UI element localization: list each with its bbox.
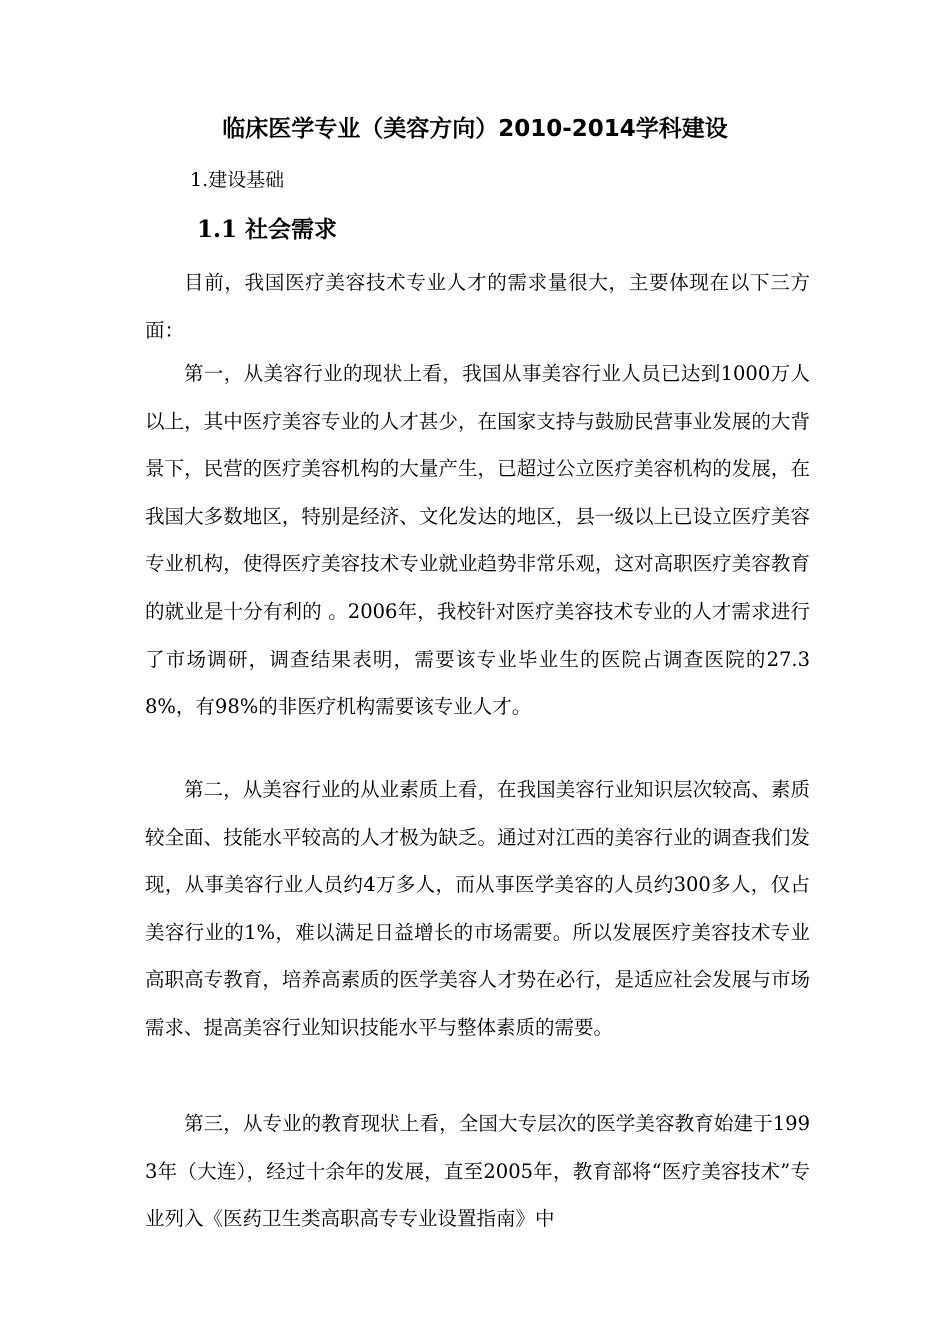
document-title: 临床医学专业（美容方向）2010-2014学科建设 (222, 116, 728, 142)
paragraph-first: 第一，从美容行业的现状上看，我国从事美容行业人员已达到1000万人以上，其中医疗美容专业的人才甚少，在国家支持与鼓励民营事业发展的大背景下，民营的医疗美容机构的大量产生，已超过公立医疗美容机构的发展，在我国大多数地区，特别是经济、文化发达的地区，县一级以上已设立医疗美容专业机构，使得医疗美容技术专业就业趋势非常乐观，这对高职医疗美容教育的就业是十分有利的 。2006年，我校针对医疗美容技术专业的人才需求进行了市场调研，调查结果表明，需要该专业毕业生的医院占调查医院的27.38%，有98%的非医疗机构需要该专业人才。 (145, 362, 810, 719)
paragraph-intro: 目前，我国医疗美容技术专业人才的需求量很大，主要体现在以下三方面： (145, 271, 810, 342)
subsection-heading: 1.1 社会需求 (197, 216, 338, 243)
paragraph-second: 第二，从美容行业的从业素质上看，在我国美容行业知识层次较高、素质较全面、技能水平较高的人才极为缺乏。通过对江西的美容行业的调查我们发现，从事美容行业人员约4万多人，而从事医学美容的人员约300多人，仅占美容行业的1%，难以满足日益增长的市场需要。所以发展医疗美容技术专业高职高专教育，培养高素质的医学美容人才势在必行，是适应社会发展与市场需求、提高美容行业知识技能水平与整体素质的需要。 (145, 778, 810, 1039)
paragraph-third: 第三，从专业的教育现状上看，全国大专层次的医学美容教育始建于1993年（大连），经过十余年的发展，直至2005年，教育部将“医疗美容技术”专业列入《医药卫生类高职高专专业设置指南》中 (145, 1112, 810, 1231)
section-heading: 1.建设基础 (190, 169, 285, 191)
